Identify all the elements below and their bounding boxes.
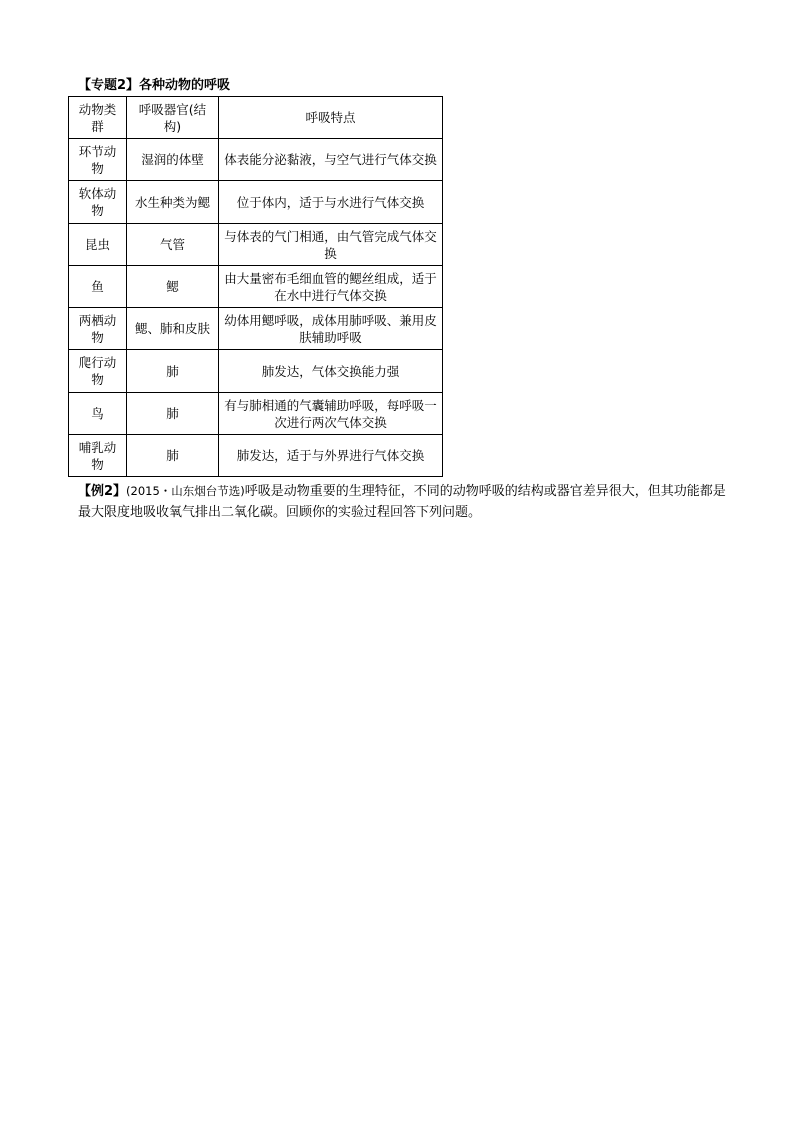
example-paragraph — [78, 481, 728, 523]
respiration-table — [68, 96, 443, 477]
table-cell: 肺 — [127, 350, 219, 393]
table-cell: 幼体用鳃呼吸，成体用肺呼吸、兼用皮肤辅助呼吸 — [219, 308, 443, 350]
table-cell: 软体动物 — [69, 181, 127, 224]
table-cell: 由大量密布毛细血管的鳃丝组成，适于在水中进行气体交换 — [219, 266, 443, 308]
table-row — [69, 266, 443, 308]
table-row — [69, 435, 443, 477]
table-cell: 鳃、肺和皮肤 — [127, 308, 219, 350]
table-cell: 鸟 — [69, 393, 127, 435]
header-cell: 动物类群 — [69, 97, 127, 139]
table-cell: 鳃 — [127, 266, 219, 308]
table-row — [69, 224, 443, 266]
table-cell: 肺 — [127, 435, 219, 477]
table-cell: 水生种类为鳃 — [127, 181, 219, 224]
table-row — [69, 139, 443, 181]
table-cell: 湿润的体壁 — [127, 139, 219, 181]
table-cell: 有与肺相通的气囊辅助呼吸，每呼吸一次进行两次气体交换 — [219, 393, 443, 435]
table-row — [69, 393, 443, 435]
table-cell: 体表能分泌黏液，与空气进行气体交换 — [219, 139, 443, 181]
table-cell: 肺 — [127, 393, 219, 435]
table-row — [69, 308, 443, 350]
section-heading: 【专题2】各种动物的呼吸 — [78, 78, 231, 93]
table-cell: 肺发达，适于与外界进行气体交换 — [219, 435, 443, 477]
table-cell: 气管 — [127, 224, 219, 266]
table-header-row — [69, 97, 443, 139]
table-cell: 肺发达，气体交换能力强 — [219, 350, 443, 393]
table-cell: 鱼 — [69, 266, 127, 308]
table-cell: 哺乳动物 — [69, 435, 127, 477]
table-cell: 两栖动物 — [69, 308, 127, 350]
table-row — [69, 181, 443, 224]
table-cell: 位于体内，适于与水进行气体交换 — [219, 181, 443, 224]
example-tag: 【例2】 — [78, 484, 127, 499]
header-cell: 呼吸特点 — [219, 97, 443, 139]
table-cell: 爬行动物 — [69, 350, 127, 393]
table-row — [69, 350, 443, 393]
table-cell: 昆虫 — [69, 224, 127, 266]
example-text: 呼吸是动物重要的生理特征，不同的动物呼吸的结构或器官差异很大，但其功能都是最大限度地吸收氧气排出二氧化碳。回顾你的实验过程回答下列问题。 — [78, 484, 726, 520]
example-source: (2015・山东烟台节选) — [126, 484, 245, 498]
header-cell: 呼吸器官(结构) — [127, 97, 219, 139]
table-cell: 与体表的气门相通，由气管完成气体交换 — [219, 224, 443, 266]
table-cell: 环节动物 — [69, 139, 127, 181]
